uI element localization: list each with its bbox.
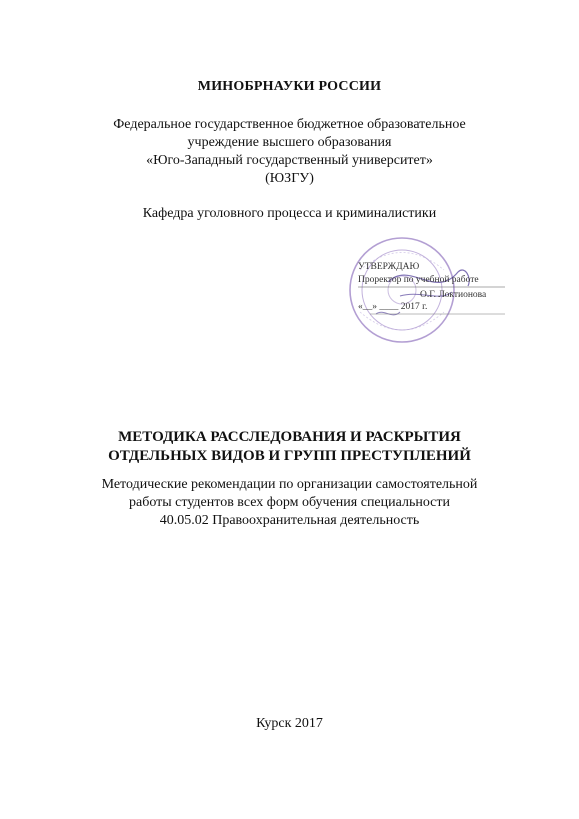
org-line-1: Федеральное государственное бюджетное образовательное (113, 117, 466, 132)
document-title-line-2: ОТДЕЛЬНЫХ ВИДОВ И ГРУПП ПРЕСТУПЛЕНИЙ (108, 448, 471, 464)
document-title-line-1: МЕТОДИКА РАССЛЕДОВАНИЯ И РАСКРЫТИЯ (118, 429, 461, 445)
approval-position: Проректор по учебной работе (358, 275, 479, 285)
subtitle-line-1: Методические рекомендации по организации самостоятельной (101, 477, 478, 492)
subtitle-line-2: работы студентов всех форм обучения специальности (128, 495, 451, 510)
org-line-4: (ЮЗГУ) (265, 171, 314, 186)
approval-signer-name: О.Г. Локтионова (420, 290, 487, 300)
city-year: Курск 2017 (256, 716, 323, 731)
approval-stamp-block (340, 230, 510, 360)
ministry-heading: МИНОБРНАУКИ РОССИИ (197, 79, 382, 94)
org-line-2: учреждение высшего образования (187, 135, 392, 150)
department-name: Кафедра уголовного процесса и криминалистики (142, 206, 437, 221)
subtitle-line-3: 40.05.02 Правоохранительная деятельность (159, 513, 420, 528)
org-line-3: «Юго-Западный государственный университет» (146, 153, 433, 168)
approval-date: «__» ____ 2017 г. (358, 302, 428, 312)
approval-label: УТВЕРЖДАЮ (358, 262, 420, 272)
